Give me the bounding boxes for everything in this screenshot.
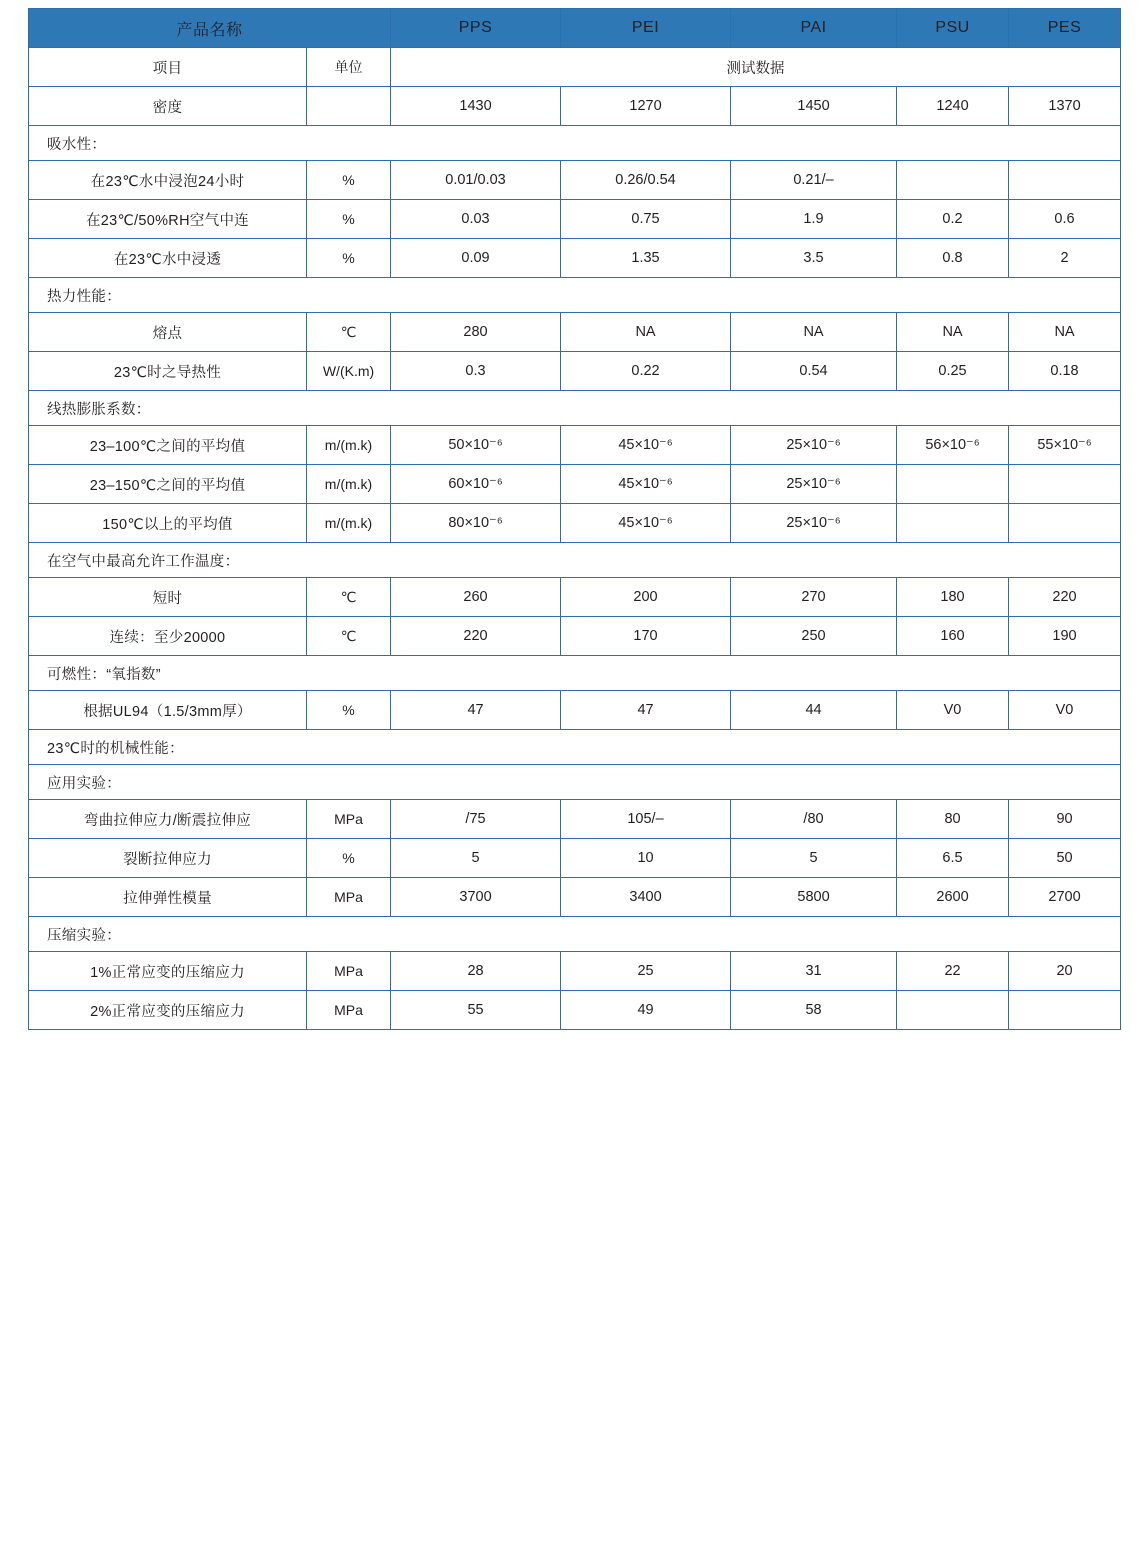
row-value: 0.22 bbox=[561, 352, 731, 391]
table-row bbox=[29, 578, 1121, 617]
row-value: 2 bbox=[1009, 239, 1121, 278]
row-value: 0.2 bbox=[897, 200, 1009, 239]
row-label: 在23℃水中浸泡24小时 bbox=[29, 161, 307, 200]
row-value: 0.25 bbox=[897, 352, 1009, 391]
row-value: 49 bbox=[561, 991, 731, 1030]
row-value: 1370 bbox=[1009, 87, 1121, 126]
section-label: 应用实验： bbox=[29, 765, 1121, 800]
row-unit: % bbox=[307, 239, 391, 278]
row-value: 50×10⁻⁶ bbox=[391, 426, 561, 465]
row-value: 0.3 bbox=[391, 352, 561, 391]
row-label: 1%正常应变的压缩应力 bbox=[29, 952, 307, 991]
row-label: 熔点 bbox=[29, 313, 307, 352]
row-value: 47 bbox=[561, 691, 731, 730]
row-label: 连续：至少20000 bbox=[29, 617, 307, 656]
row-value: 220 bbox=[391, 617, 561, 656]
row-unit: ℃ bbox=[307, 617, 391, 656]
header-col-pes: PES bbox=[1009, 9, 1121, 48]
row-label: 23–100℃之间的平均值 bbox=[29, 426, 307, 465]
row-unit: % bbox=[307, 200, 391, 239]
row-value: 55×10⁻⁶ bbox=[1009, 426, 1121, 465]
row-value: 0.21/– bbox=[731, 161, 897, 200]
row-label: 弯曲拉伸应力/断震拉伸应 bbox=[29, 800, 307, 839]
row-label: 裂断拉伸应力 bbox=[29, 839, 307, 878]
row-label: 150℃以上的平均值 bbox=[29, 504, 307, 543]
row-value: 1.35 bbox=[561, 239, 731, 278]
table-row bbox=[29, 504, 1121, 543]
row-value: /75 bbox=[391, 800, 561, 839]
row-value: 6.5 bbox=[897, 839, 1009, 878]
row-value: V0 bbox=[897, 691, 1009, 730]
row-value: NA bbox=[897, 313, 1009, 352]
row-value: 3400 bbox=[561, 878, 731, 917]
section-label: 23℃时的机械性能： bbox=[29, 730, 1121, 765]
row-value: NA bbox=[1009, 313, 1121, 352]
row-label: 密度 bbox=[29, 87, 307, 126]
row-value: 190 bbox=[1009, 617, 1121, 656]
section-row bbox=[29, 391, 1121, 426]
row-value: 5 bbox=[731, 839, 897, 878]
table-row bbox=[29, 87, 1121, 126]
row-value: 25×10⁻⁶ bbox=[731, 504, 897, 543]
row-value: 45×10⁻⁶ bbox=[561, 465, 731, 504]
row-value: 0.54 bbox=[731, 352, 897, 391]
row-value: NA bbox=[561, 313, 731, 352]
row-value: 25×10⁻⁶ bbox=[731, 426, 897, 465]
row-unit: % bbox=[307, 691, 391, 730]
table-header bbox=[29, 9, 1121, 48]
header-col-pps: PPS bbox=[391, 9, 561, 48]
row-value: 10 bbox=[561, 839, 731, 878]
header-row bbox=[29, 9, 1121, 48]
row-value: 2700 bbox=[1009, 878, 1121, 917]
row-unit bbox=[307, 87, 391, 126]
row-value: 80 bbox=[897, 800, 1009, 839]
subheader-row bbox=[29, 48, 1121, 87]
row-value: 0.75 bbox=[561, 200, 731, 239]
row-value: 0.18 bbox=[1009, 352, 1121, 391]
row-value: 3700 bbox=[391, 878, 561, 917]
row-value: 280 bbox=[391, 313, 561, 352]
row-value: 5800 bbox=[731, 878, 897, 917]
row-value: 25 bbox=[561, 952, 731, 991]
section-row bbox=[29, 543, 1121, 578]
row-value: 45×10⁻⁶ bbox=[561, 426, 731, 465]
table-row bbox=[29, 200, 1121, 239]
row-unit: % bbox=[307, 161, 391, 200]
section-row bbox=[29, 730, 1121, 765]
row-unit: m/(m.k) bbox=[307, 504, 391, 543]
row-label: 23℃时之导热性 bbox=[29, 352, 307, 391]
row-value: 250 bbox=[731, 617, 897, 656]
table-body bbox=[29, 48, 1121, 1030]
row-value: 5 bbox=[391, 839, 561, 878]
row-value bbox=[1009, 161, 1121, 200]
row-label: 23–150℃之间的平均值 bbox=[29, 465, 307, 504]
table-row bbox=[29, 313, 1121, 352]
table-row bbox=[29, 426, 1121, 465]
row-value bbox=[1009, 991, 1121, 1030]
row-value: V0 bbox=[1009, 691, 1121, 730]
row-label: 2%正常应变的压缩应力 bbox=[29, 991, 307, 1030]
row-value: 31 bbox=[731, 952, 897, 991]
row-value bbox=[1009, 504, 1121, 543]
section-row bbox=[29, 917, 1121, 952]
table-row bbox=[29, 352, 1121, 391]
section-row bbox=[29, 656, 1121, 691]
row-label: 根据UL94（1.5/3mm厚） bbox=[29, 691, 307, 730]
row-value: 60×10⁻⁶ bbox=[391, 465, 561, 504]
row-value: 0.26/0.54 bbox=[561, 161, 731, 200]
subheader-item: 项目 bbox=[29, 48, 307, 87]
section-label: 在空气中最高允许工作温度： bbox=[29, 543, 1121, 578]
table-row bbox=[29, 800, 1121, 839]
header-col-pei: PEI bbox=[561, 9, 731, 48]
row-value: 160 bbox=[897, 617, 1009, 656]
row-value bbox=[897, 991, 1009, 1030]
row-value: 170 bbox=[561, 617, 731, 656]
table-row bbox=[29, 161, 1121, 200]
row-unit: m/(m.k) bbox=[307, 465, 391, 504]
row-value: 80×10⁻⁶ bbox=[391, 504, 561, 543]
table-row bbox=[29, 239, 1121, 278]
row-value: 0.03 bbox=[391, 200, 561, 239]
material-properties-table bbox=[28, 8, 1121, 1030]
row-value: 105/– bbox=[561, 800, 731, 839]
row-value: 50 bbox=[1009, 839, 1121, 878]
header-col-pai: PAI bbox=[731, 9, 897, 48]
table-row bbox=[29, 691, 1121, 730]
row-value: 0.09 bbox=[391, 239, 561, 278]
row-value: 220 bbox=[1009, 578, 1121, 617]
row-value: 28 bbox=[391, 952, 561, 991]
row-value bbox=[897, 161, 1009, 200]
table-row bbox=[29, 617, 1121, 656]
row-value: 47 bbox=[391, 691, 561, 730]
section-label: 可燃性：“氧指数” bbox=[29, 656, 1121, 691]
row-value: 44 bbox=[731, 691, 897, 730]
row-value: /80 bbox=[731, 800, 897, 839]
section-label: 吸水性： bbox=[29, 126, 1121, 161]
row-value: 45×10⁻⁶ bbox=[561, 504, 731, 543]
row-value: 1430 bbox=[391, 87, 561, 126]
row-value: 90 bbox=[1009, 800, 1121, 839]
row-unit: MPa bbox=[307, 878, 391, 917]
row-unit: MPa bbox=[307, 952, 391, 991]
subheader-testdata: 测试数据 bbox=[391, 48, 1121, 87]
row-unit: m/(m.k) bbox=[307, 426, 391, 465]
row-value: 20 bbox=[1009, 952, 1121, 991]
row-value bbox=[897, 465, 1009, 504]
table-row bbox=[29, 878, 1121, 917]
header-col-psu: PSU bbox=[897, 9, 1009, 48]
row-value: 180 bbox=[897, 578, 1009, 617]
row-value: 270 bbox=[731, 578, 897, 617]
row-unit: MPa bbox=[307, 991, 391, 1030]
row-value: 200 bbox=[561, 578, 731, 617]
section-row bbox=[29, 765, 1121, 800]
row-unit: % bbox=[307, 839, 391, 878]
row-value: 58 bbox=[731, 991, 897, 1030]
table-row bbox=[29, 952, 1121, 991]
row-value: 260 bbox=[391, 578, 561, 617]
row-value bbox=[897, 504, 1009, 543]
row-value bbox=[1009, 465, 1121, 504]
table-row bbox=[29, 839, 1121, 878]
subheader-unit: 单位 bbox=[307, 48, 391, 87]
row-value: 22 bbox=[897, 952, 1009, 991]
row-unit: W/(K.m) bbox=[307, 352, 391, 391]
row-value: 1240 bbox=[897, 87, 1009, 126]
row-label: 在23℃/50%RH空气中连 bbox=[29, 200, 307, 239]
row-value: 0.6 bbox=[1009, 200, 1121, 239]
section-row bbox=[29, 126, 1121, 161]
table-row bbox=[29, 991, 1121, 1030]
row-value: 0.8 bbox=[897, 239, 1009, 278]
row-value: 56×10⁻⁶ bbox=[897, 426, 1009, 465]
row-label: 短时 bbox=[29, 578, 307, 617]
row-value: 0.01/0.03 bbox=[391, 161, 561, 200]
section-label: 压缩实验： bbox=[29, 917, 1121, 952]
section-label: 热力性能： bbox=[29, 278, 1121, 313]
row-unit: MPa bbox=[307, 800, 391, 839]
table-row bbox=[29, 465, 1121, 504]
section-row bbox=[29, 278, 1121, 313]
row-value: 1.9 bbox=[731, 200, 897, 239]
row-value: 1270 bbox=[561, 87, 731, 126]
row-value: 25×10⁻⁶ bbox=[731, 465, 897, 504]
row-value: 2600 bbox=[897, 878, 1009, 917]
row-value: 3.5 bbox=[731, 239, 897, 278]
row-value: NA bbox=[731, 313, 897, 352]
header-product-name: 产品名称 bbox=[29, 9, 391, 48]
row-label: 在23℃水中浸透 bbox=[29, 239, 307, 278]
section-label: 线热膨胀系数： bbox=[29, 391, 1121, 426]
row-label: 拉伸弹性模量 bbox=[29, 878, 307, 917]
row-value: 1450 bbox=[731, 87, 897, 126]
row-unit: ℃ bbox=[307, 578, 391, 617]
row-unit: ℃ bbox=[307, 313, 391, 352]
row-value: 55 bbox=[391, 991, 561, 1030]
